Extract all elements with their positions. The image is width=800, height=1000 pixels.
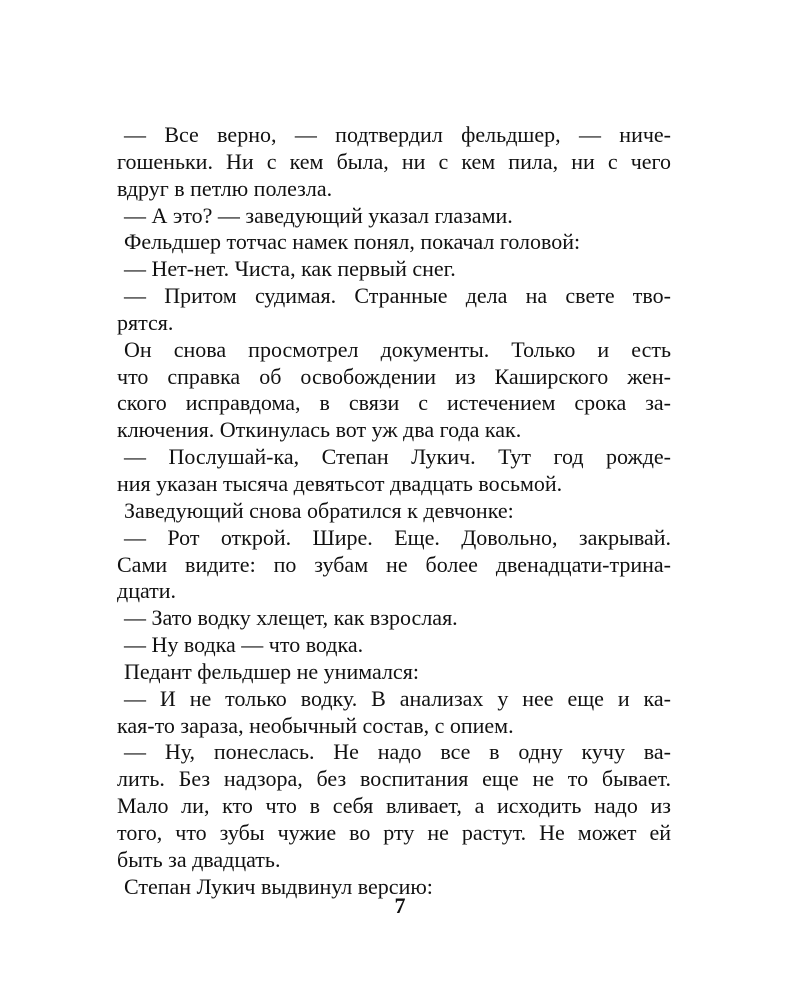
text-line: Он снова просмотрел документы. Только и есть <box>124 336 671 362</box>
text-line: Мало ли, кто что в себя вливает, а исходить надо из <box>117 793 671 819</box>
text-line: рятся. <box>117 309 174 335</box>
page-number: 7 <box>394 893 406 918</box>
text-line: Степан Лукич выдвинул версию: <box>124 873 433 899</box>
text-line: ского исправдома, в связи с истечением срока за- <box>117 390 671 416</box>
text-line: Заведующий снова обратился к девчонке: <box>124 497 514 523</box>
text-line: — Притом судимая. Странные дела на свете тво- <box>124 283 671 309</box>
text-line: гошеньки. Ни с кем была, ни с кем пила, ни с чего <box>117 148 671 174</box>
text-line: — Все верно, — подтвердил фельдшер, — ниче- <box>124 122 671 147</box>
text-line: лить. Без надзора, без воспитания еще не то бывает. <box>117 766 671 792</box>
text-line: — И не только водку. В анализах у нее еще и ка- <box>124 685 671 711</box>
text-line: ния указан тысяча девятьсот двадцать восьмой. <box>117 470 563 496</box>
text-line: ключения. Откинулась вот уж два года как. <box>117 417 522 443</box>
text-line: кая-то зараза, необычный состав, с опием. <box>117 712 514 738</box>
text-line: что справка об освобождении из Каширского жен- <box>117 363 671 389</box>
text-line: Фельдшер тотчас намек понял, покачал головой: <box>124 229 581 255</box>
text-line: — Послушай-ка, Степан Лукич. Тут год рожде- <box>124 444 671 470</box>
text-line: Педант фельдшер не унимался: <box>124 658 419 684</box>
text-line: — А это? — заведующий указал глазами. <box>124 202 513 228</box>
body-text <box>117 122 671 900</box>
text-line: — Ну водка — что водка. <box>124 632 364 658</box>
text-line: — Зато водку хлещет, как взрослая. <box>124 605 458 631</box>
text-line: — Ну, понеслась. Не надо все в одну кучу ва- <box>124 739 671 765</box>
text-line: Сами видите: по зубам не более двенадцати-трина- <box>117 551 671 577</box>
text-line: быть за двадцать. <box>117 846 281 872</box>
text-line: — Нет-нет. Чиста, как первый снег. <box>124 256 456 282</box>
text-line: того, что зубы чужие во рту не растут. Не может ей <box>117 819 671 845</box>
text-line: дцати. <box>117 578 177 604</box>
text-line: вдруг в петлю полезла. <box>117 175 333 201</box>
text-line: — Рот открой. Шире. Еще. Довольно, закрывай. <box>124 524 671 550</box>
